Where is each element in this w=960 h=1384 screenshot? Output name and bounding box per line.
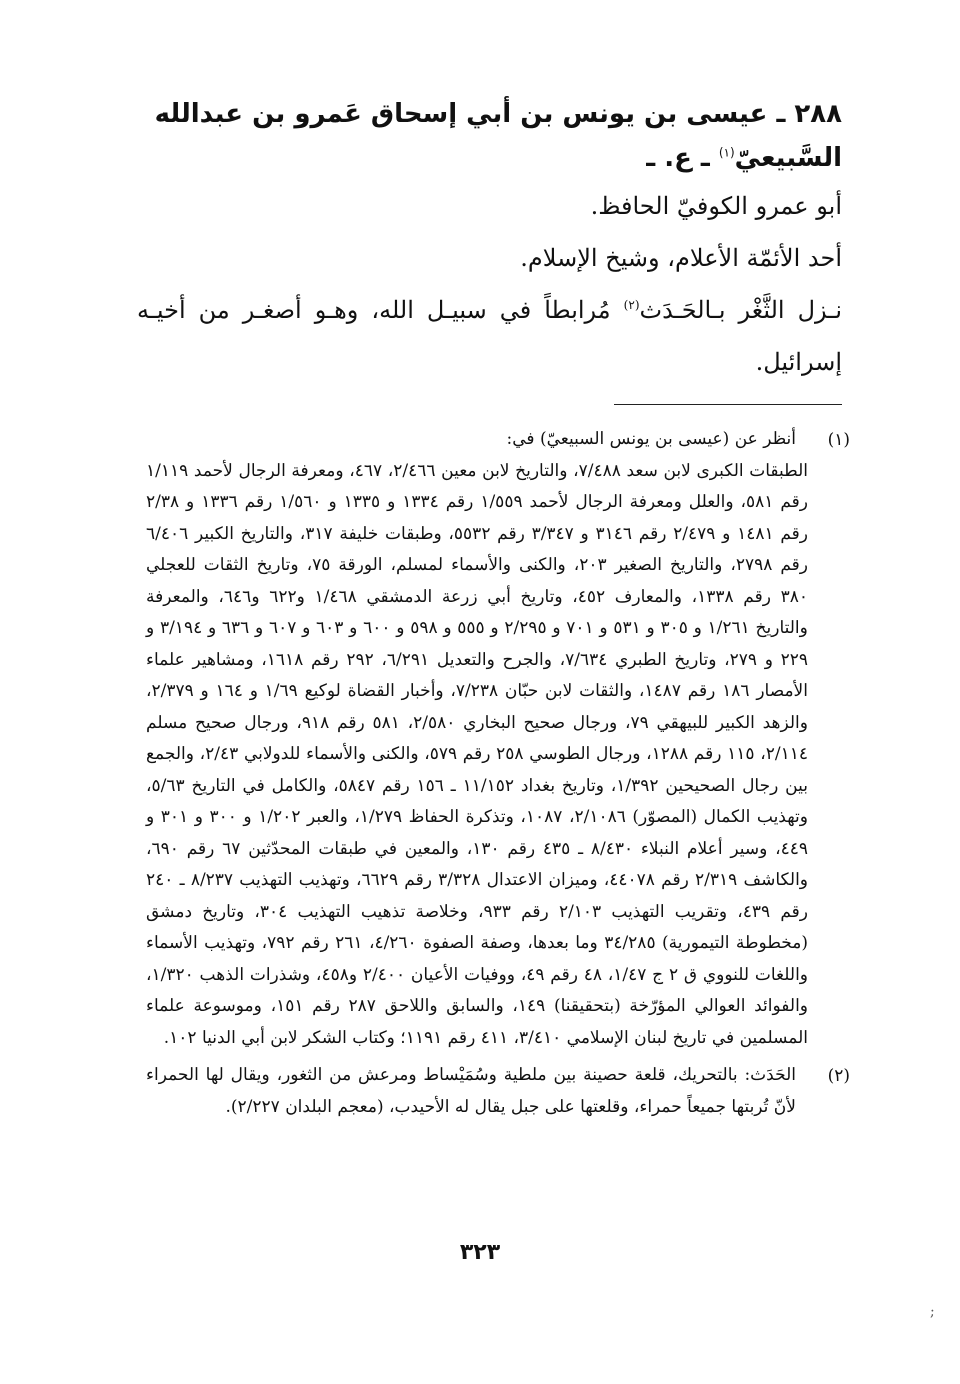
stray-mark: ; [930,1304,935,1320]
kunya-paragraph: أبو عمرو الكوفيّ الحافظ. [590,192,842,220]
footnote-number: (٢) [827,1066,850,1086]
entry-heading-suffix: ـ ع. ـ [646,143,719,173]
entry-heading [137,92,842,180]
footnote-number: (١) [827,430,850,450]
rank-paragraph: أحد الأئمّة الأعلام، وشيخ الإسلام. [520,244,842,272]
residence-text-end: مُرابطاً في سبيـل الله، وهـو أصغـر من أخيـه إسرائيل. [137,296,842,376]
footnote-2 [146,1060,850,1123]
footnote-ref-1[interactable]: (١) [718,145,735,160]
entry-heading-line1: ٢٨٨ ـ عيسى بن يونس بن أبي إسحاق عَمرو بن عبدالله [154,99,842,129]
main-text [137,92,842,388]
footnote-intro: أنظر عن (عيسى بن يونس السبيعيّ) في: [506,429,796,449]
footnote-definition: الحَدَث: بالتحريك، قلعة حصينة بين ملطية وسُمَيْساط ومرعش من الثغور، ويقال لها الحمراء لأنّ تُربتها جميعاً حمراء، وقلعتها على جبل يقال له الأحيدب، (معجم البلدان ٢/٢٢٧). [146,1065,796,1117]
footnotes [146,424,850,1123]
residence-text-start: نـزل الثَّغْر بـالحَـدَث [639,296,842,324]
footnote-sources: الطبقات الكبرى لابن سعد ٧/٤٨٨، والتاريخ لابن معين ٢/٤٦٦، ٤٦٧، ومعرفة الرجال لأحمد ١/١١٩ رقم ٥٨١، والعلل ومعرفة الرجال لأحمد ١/٥٥٩ رقم ١٣٣٤ و ١٣٣٥ و ١/٥٦٠ رقم ١٣٣٦ و ٢/٣٨ رقم ١٤٨١ و ٢/٤٧٩ رقم ٣١٤٦ و ٣/٣٤٧ رقم ٥٥٣٢، وطبقات خليفة ٣١٧، والتاريخ الكبير ٦/٤٠٦ رقم ٢٧٩٨، والتاريخ الصغير ٢٠٣، والكنى والأسماء لمسلم، الورقة ٧٥، وتاريخ الثقات للعجلي ٣٨٠ رقم ١٣٣٨، والمعارف ٤٥٢، وتاريخ أبي زرعة الدمشقي ١/٤٦٨ و٦٢٢ و٦٤٦، والمعرفة والتاريخ ١/٢٦١ و ٣٠٥ و ٥٣١ و ٧٠١ و ٢/٢٩٥ و ٥٥٥ و ٥٩٨ و ٦٠٠ و ٦٠٣ و ٦٠٧ و ٦٣٦ و ٣/١٩٤ و ٢٢٩ و ٢٧٩، وتاريخ الطبري ٧/٦٣٤، والجرح والتعديل ٦/٢٩١، ٢٩٢ رقم ١٦١٨، ومشاهير علماء الأمصار ١٨٦ رقم ١٤٨٧، والثقات لابن حبّان ٧/٢٣٨، وأخبار القضاة لوكيع ١/٦٩ و ١٦٤ و ٢/٣٧٩، والزهد الكبير للبيهقي ٧٩، ورجال صحيح البخاري ٢/٥٨٠، ٥٨١ رقم ٩١٨، ورجال صحيح مسلم ٢/١١٤، ١١٥ رقم ١٢٨٨، ورجال الطوسي ٢٥٨ رقم ٥٧٩، والكنى والأسماء للدولابي ٢/٤٣، والجمع بين رجال الصحيحين ١/٣٩٢، وتاريخ بغداد ١١/١٥٢ ـ ١٥٦ رقم ٥٨٤٧، والكامل في التاريخ ٥/٦٣، وتهذيب الكمال (المصوّر) ٢/١٠٨٦، ١٠٨٧، وتذكرة الحفاظ ١/٢٧٩، والعبر ١/٢٠٢ و ٣٠٠ و ٣٠١ و ٤٤٩، وسير أعلام النبلاء ٨/٤٣٠ ـ ٤٣٥ رقم ١٣٠، والمعين في طبقات المحدّثين ٦٧ رقم ٦٩٠، والكاشف ٢/٣١٩ رقم ٤٤٠٧٨، وميزان الاعتدال ٣/٣٢٨ رقم ٦٦٢٩، وتهذيب التهذيب ٨/٢٣٧ ـ ٢٤٠ رقم ٤٣٩، وتقريب التهذيب ٢/١٠٣ رقم ٩٣٣، وخلاصة تذهيب التهذيب ٣٠٤، وتاريخ دمشق (مخطوطة التيمورية) ٣٤/٢٨٥ وما بعدها، وصفة الصفوة ٤/٢٦٠، ٢٦١ رقم ٧٩٢، وتهذيب الأسماء واللغات للنووي ق ٢ ج ١/٤٧، ٤٨ رقم ٤٩، ووفيات الأعيان ٢/٤٠٠ و٤٥٨، وشذرات الذهب ١/٣٢٠، والفوائد العوالي المؤرّخة (بتحقيقنا) ١٤٩، والسابق واللاحق ٢٨٧ رقم ١٥١، وموسوعة علماء المسلمين في تاريخ لبنان الإسلامي ٣/٤١٠، ٤١١ رقم ١١٩١؛ وكتاب الشكر لابن أبي الدنيا ١٠٢. [146,460,809,1048]
residence-paragraph [137,284,842,388]
page-number: ٣٢٣ [459,1240,501,1265]
footnote-separator [614,404,842,405]
entry-heading-nisba: السَّبيعيّ [734,143,842,173]
footnote-1 [146,424,850,1054]
footnote-ref-2[interactable]: (٢) [623,298,640,312]
